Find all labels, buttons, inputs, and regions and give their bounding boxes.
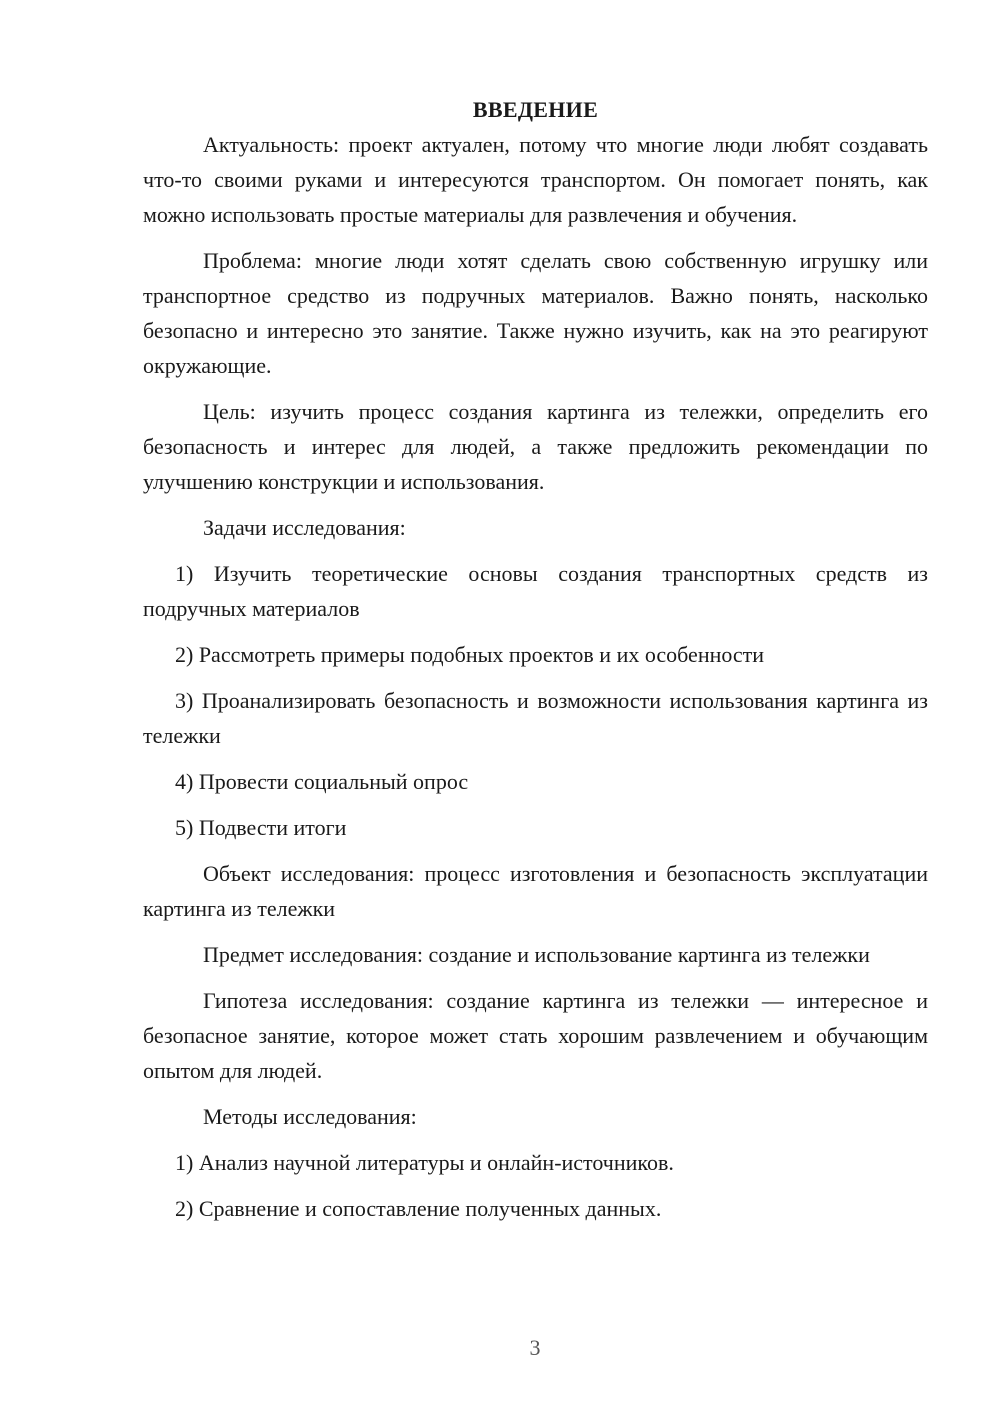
task-item-2: 2) Рассмотреть примеры подобных проектов и их особенности <box>175 642 765 667</box>
page-title: ВВЕДЕНИЕ <box>472 97 599 122</box>
subject-paragraph: Предмет исследования: создание и использование картинга из тележки <box>203 942 870 967</box>
goal-paragraph: Цель: изучить процесс создания картинга из тележки, определить его безопасность и интерес для людей, а также предложить рекомендации по улучшению конструкции и использования. <box>143 399 928 494</box>
method-item-2: 2) Сравнение и сопоставление полученных данных. <box>175 1196 662 1221</box>
tasks-heading: Задачи исследования: <box>203 515 406 540</box>
task-item-5: 5) Подвести итоги <box>175 815 347 840</box>
problem-paragraph: Проблема: многие люди хотят сделать свою собственную игрушку или транспортное средство из подручных материалов. Важно понять, насколько безопасно и интересно это занятие. Также нужно изучить, как на это реагируют окружающие. <box>143 248 928 378</box>
task-item-1: 1) Изучить теоретические основы создания транспортных средств из подручных материалов <box>143 561 928 621</box>
method-item-1: 1) Анализ научной литературы и онлайн-источников. <box>175 1150 674 1175</box>
object-paragraph: Объект исследования: процесс изготовления и безопасность эксплуатации картинга из тележки <box>143 861 928 921</box>
document-page <box>143 92 928 1237</box>
relevance-paragraph: Актуальность: проект актуален, потому что многие люди любят создавать что-то своими руками и интересуются транспортом. Он помогает понять, как можно использовать простые материалы для развлечения и обучения. <box>143 132 928 227</box>
hypothesis-paragraph: Гипотеза исследования: создание картинга из тележки — интересное и безопасное занятие, которое может стать хорошим развлечением и обучающим опытом для людей. <box>143 988 928 1083</box>
task-item-4: 4) Провести социальный опрос <box>175 769 469 794</box>
methods-heading: Методы исследования: <box>203 1104 417 1129</box>
task-item-3: 3) Проанализировать безопасность и возможности использования картинга из тележки <box>143 688 928 748</box>
page-number: 3 <box>529 1335 541 1360</box>
